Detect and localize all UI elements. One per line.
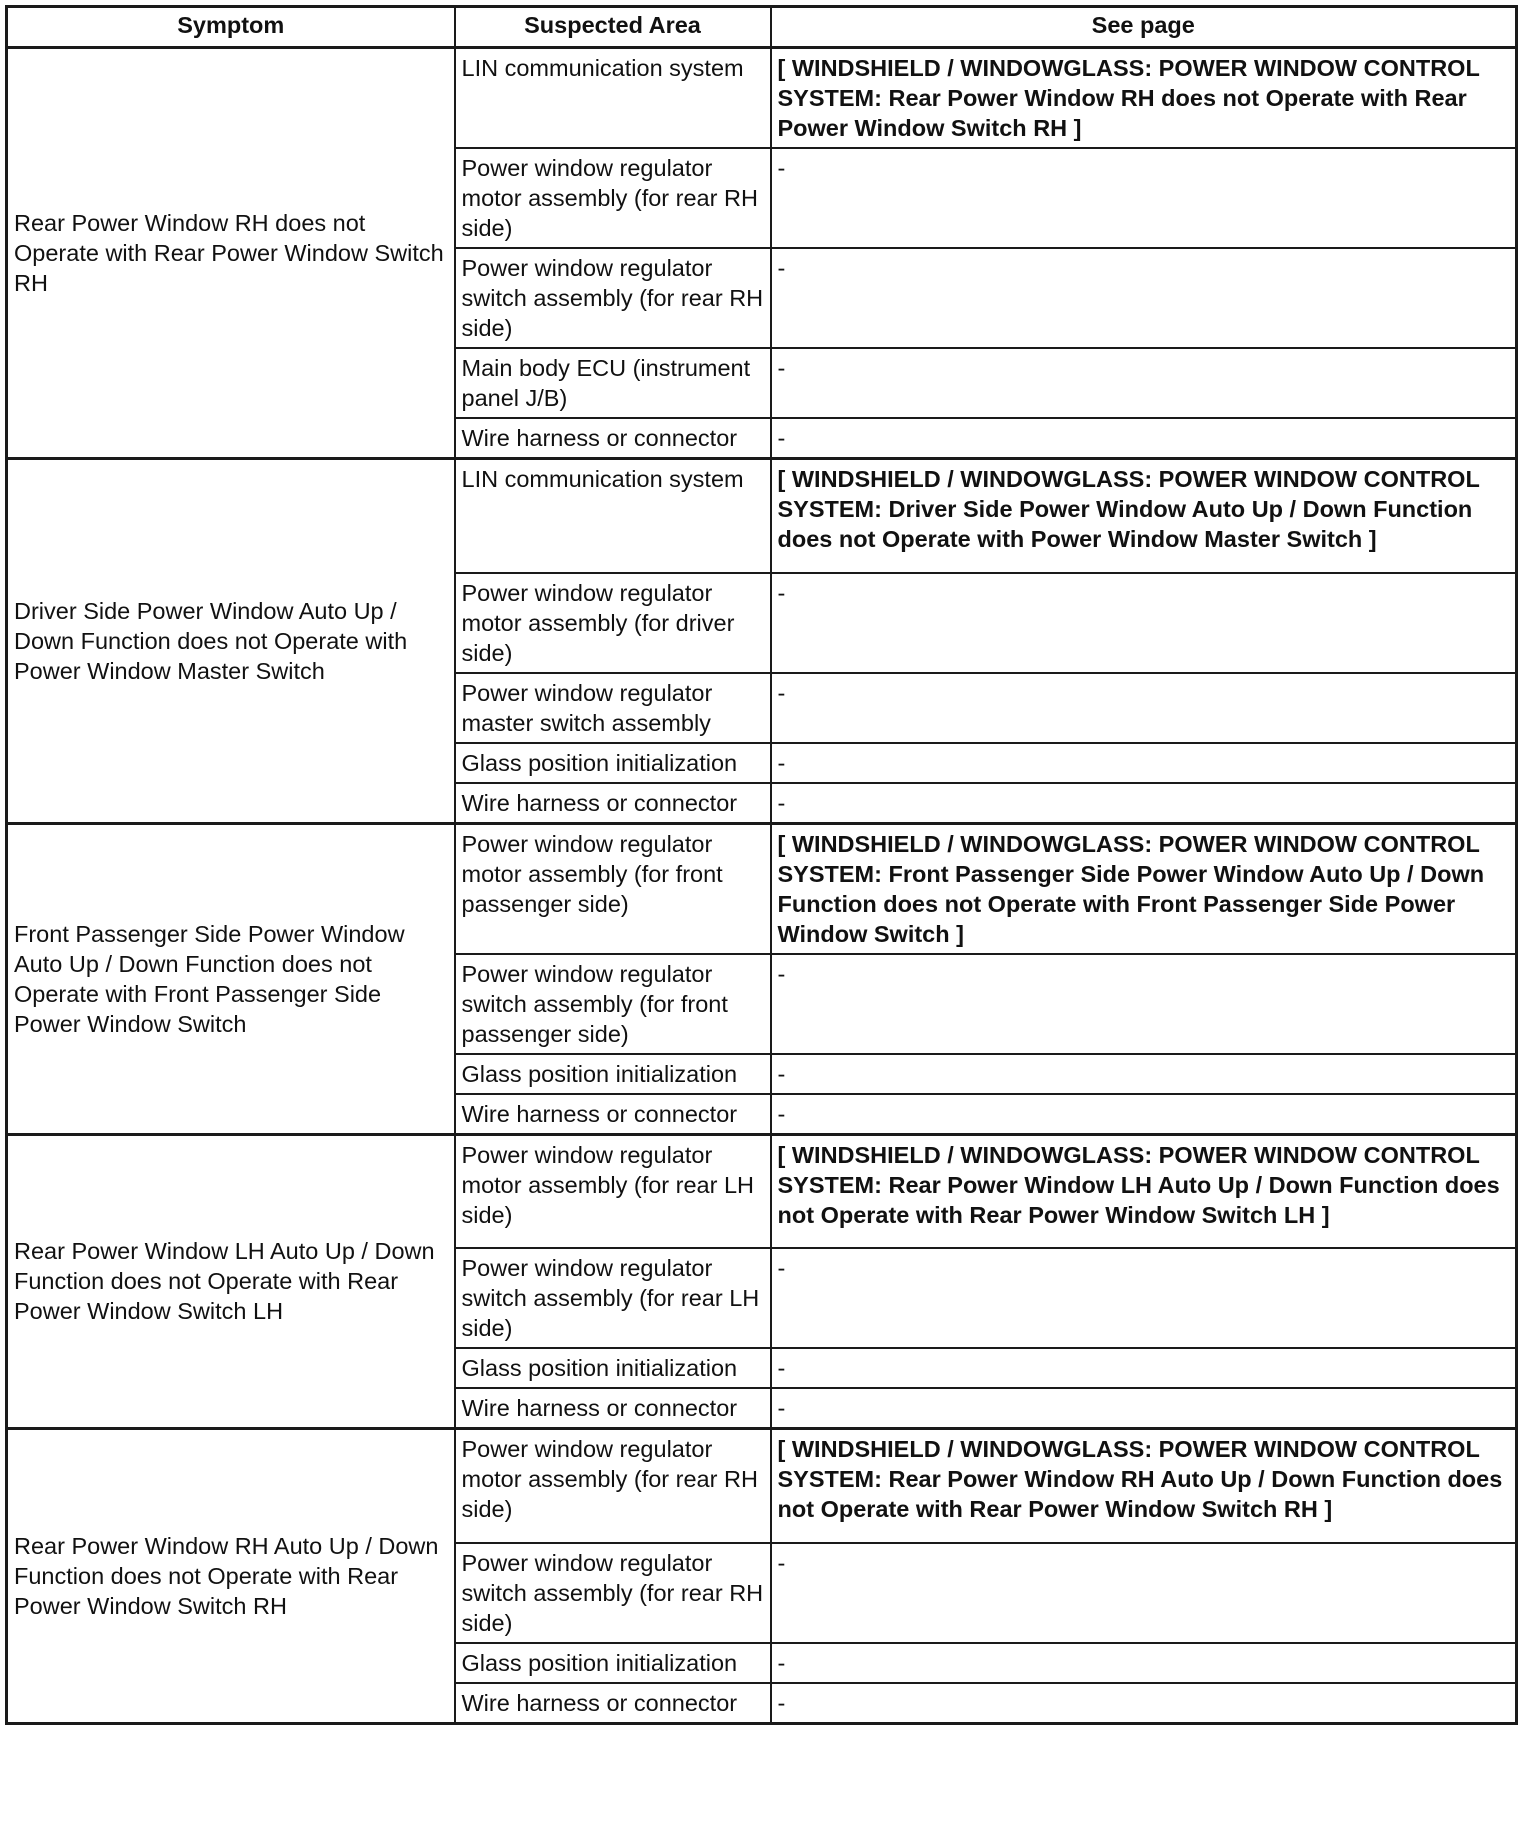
see-page-cell: -: [771, 1248, 1517, 1348]
suspected-area-cell: Wire harness or connector: [455, 783, 771, 824]
symptom-cell: Rear Power Window LH Auto Up / Down Function does not Operate with Rear Power Window Switch LH: [7, 1134, 455, 1429]
suspected-area-cell: Power window regulator motor assembly (for rear LH side): [455, 1134, 771, 1248]
see-page-cell: -: [771, 1543, 1517, 1643]
header-see-page: See page: [771, 7, 1517, 48]
suspected-area-cell: Main body ECU (instrument panel J/B): [455, 348, 771, 418]
see-page-cell: -: [771, 248, 1517, 348]
symptom-cell: Front Passenger Side Power Window Auto Up / Down Function does not Operate with Front Passenger Side Power Window Switch: [7, 823, 455, 1134]
header-symptom: Symptom: [7, 7, 455, 48]
see-page-cell: -: [771, 954, 1517, 1054]
suspected-area-cell: Power window regulator motor assembly (for rear RH side): [455, 148, 771, 248]
see-page-cell: -: [771, 783, 1517, 824]
suspected-area-cell: Glass position initialization: [455, 743, 771, 783]
see-page-cell: -: [771, 1094, 1517, 1135]
see-page-cell: -: [771, 1054, 1517, 1094]
suspected-area-cell: Power window regulator switch assembly (for front passenger side): [455, 954, 771, 1054]
suspected-area-cell: Power window regulator master switch assembly: [455, 673, 771, 743]
problem-symptoms-table: [5, 5, 1518, 1725]
see-page-cell: -: [771, 673, 1517, 743]
table-row: [7, 48, 1517, 149]
see-page-link[interactable]: [ WINDSHIELD / WINDOWGLASS: POWER WINDOW CONTROL SYSTEM: Driver Side Power Window Auto Up / Down Function does not Operate with Power Window Master Switch ]: [771, 459, 1517, 573]
suspected-area-cell: Wire harness or connector: [455, 1094, 771, 1135]
table-row: [7, 1429, 1517, 1543]
see-page-cell: -: [771, 1348, 1517, 1388]
see-page-cell: -: [771, 1643, 1517, 1683]
table-row: [7, 1134, 1517, 1248]
suspected-area-cell: Glass position initialization: [455, 1348, 771, 1388]
see-page-cell: -: [771, 573, 1517, 673]
suspected-area-cell: LIN communication system: [455, 459, 771, 573]
symptom-cell: Driver Side Power Window Auto Up / Down Function does not Operate with Power Window Master Switch: [7, 459, 455, 824]
see-page-link[interactable]: [ WINDSHIELD / WINDOWGLASS: POWER WINDOW CONTROL SYSTEM: Rear Power Window RH does not Operate with Rear Power Window Switch RH ]: [771, 48, 1517, 149]
see-page-cell: -: [771, 1683, 1517, 1724]
table-row: [7, 459, 1517, 573]
symptom-cell: Rear Power Window RH Auto Up / Down Function does not Operate with Rear Power Window Switch RH: [7, 1429, 455, 1724]
see-page-link[interactable]: [ WINDSHIELD / WINDOWGLASS: POWER WINDOW CONTROL SYSTEM: Rear Power Window RH Auto Up / Down Function does not Operate with Rear Power Window Switch RH ]: [771, 1429, 1517, 1543]
suspected-area-cell: LIN communication system: [455, 48, 771, 149]
suspected-area-cell: Power window regulator motor assembly (for rear RH side): [455, 1429, 771, 1543]
suspected-area-cell: Wire harness or connector: [455, 1683, 771, 1724]
suspected-area-cell: Power window regulator switch assembly (for rear LH side): [455, 1248, 771, 1348]
see-page-cell: -: [771, 418, 1517, 459]
table-header-row: [7, 7, 1517, 48]
header-suspected-area: Suspected Area: [455, 7, 771, 48]
suspected-area-cell: Power window regulator switch assembly (for rear RH side): [455, 1543, 771, 1643]
suspected-area-cell: Power window regulator motor assembly (for driver side): [455, 573, 771, 673]
see-page-cell: -: [771, 148, 1517, 248]
see-page-link[interactable]: [ WINDSHIELD / WINDOWGLASS: POWER WINDOW CONTROL SYSTEM: Front Passenger Side Power Window Auto Up / Down Function does not Operate with Front Passenger Side Power Window Switch ]: [771, 823, 1517, 954]
see-page-cell: -: [771, 1388, 1517, 1429]
suspected-area-cell: Power window regulator switch assembly (for rear RH side): [455, 248, 771, 348]
suspected-area-cell: Wire harness or connector: [455, 1388, 771, 1429]
suspected-area-cell: Power window regulator motor assembly (for front passenger side): [455, 823, 771, 954]
suspected-area-cell: Glass position initialization: [455, 1054, 771, 1094]
see-page-link[interactable]: [ WINDSHIELD / WINDOWGLASS: POWER WINDOW CONTROL SYSTEM: Rear Power Window LH Auto Up / Down Function does not Operate with Rear Power Window Switch LH ]: [771, 1134, 1517, 1248]
symptom-cell: Rear Power Window RH does not Operate with Rear Power Window Switch RH: [7, 48, 455, 459]
suspected-area-cell: Glass position initialization: [455, 1643, 771, 1683]
suspected-area-cell: Wire harness or connector: [455, 418, 771, 459]
see-page-cell: -: [771, 348, 1517, 418]
table-row: [7, 823, 1517, 954]
document-page: [5, 5, 1515, 1725]
table-body: [7, 48, 1517, 1724]
see-page-cell: -: [771, 743, 1517, 783]
